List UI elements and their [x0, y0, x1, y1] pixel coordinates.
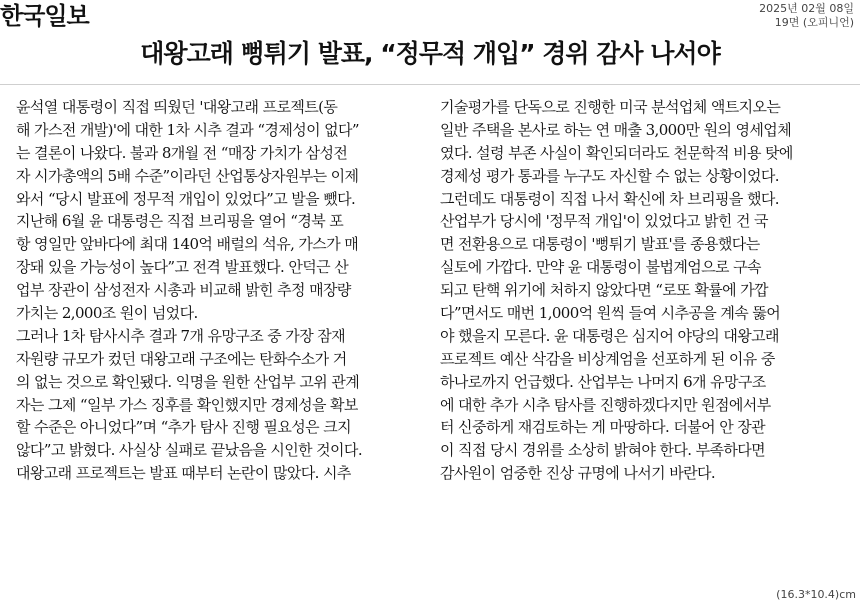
- body-line: 터 신중하게 재검토하는 게 마땅하다. 더불어 안 장관: [440, 418, 766, 437]
- body-line: 하나로까지 언급했다. 산업부는 나머지 6개 유망구조: [440, 372, 766, 391]
- body-line: 일반 주택을 본사로 하는 연 매출 3,000만 원의 영세업체: [440, 120, 792, 139]
- publication-meta: [759, 2, 854, 30]
- body-line: 기술평가를 단독으로 진행한 미국 분석업체 액트지오는: [440, 98, 781, 116]
- article-body: [0, 96, 860, 586]
- body-line: 대왕고래 프로젝트는 발표 때부터 논란이 많았다. 시추: [16, 464, 351, 483]
- body-line: 와서 “당시 발표에 정무적 개입이 있었다”고 발을 뺐다.: [16, 189, 356, 208]
- body-line: 해 가스전 개발)'에 대한 1차 시추 결과 “경제성이 없다”: [16, 120, 360, 139]
- publication-masthead: 한국일보: [0, 2, 89, 30]
- body-line: 이 직접 당시 경위를 소상히 밝혀야 한다. 부족하다면: [440, 441, 766, 460]
- body-line: 지난해 6월 윤 대통령은 직접 브리핑을 열어 “경북 포: [16, 212, 344, 231]
- body-line: 항 영일만 앞바다에 최대 140억 배럴의 석유, 가스가 매: [16, 235, 359, 254]
- body-line: 그러나 1차 탐사시추 결과 7개 유망구조 중 가장 잠재: [16, 326, 346, 345]
- body-line: 자원량 규모가 컸던 대왕고래 구조에는 탄화수소가 거: [16, 349, 347, 368]
- body-line: 의 없는 것으로 확인됐다. 익명을 원한 산업부 고위 관계: [16, 372, 360, 391]
- article-column-left: [16, 96, 428, 485]
- body-line: 에 대한 추가 시추 탐사를 진행하겠다지만 원점에서부: [440, 395, 771, 414]
- body-line: 장돼 있을 가능성이 높다”고 전격 발표했다. 안덕근 산: [16, 258, 349, 277]
- body-line: 않다”고 밝혔다. 사실상 실패로 끝났음을 시인한 것이다.: [16, 441, 362, 460]
- body-line: 는 결론이 나왔다. 불과 8개월 전 “매장 가치가 삼성전: [16, 143, 348, 162]
- body-line: 자 시가총액의 5배 수준”이라던 산업통상자원부는 이제: [16, 166, 359, 185]
- body-line: 산업부가 당시에 '정무적 개입'이 있었다고 밝힌 건 국: [440, 212, 768, 231]
- body-line: 야 했을지 모른다. 윤 대통령은 심지어 야당의 대왕고래: [440, 326, 779, 345]
- publication-date: 2025년 02월 08일: [759, 2, 854, 15]
- body-line: 윤석열 대통령이 직접 띄웠던 '대왕고래 프로젝트(동: [16, 98, 338, 116]
- body-line: 감사원이 엄중한 진상 규명에 나서기 바란다.: [440, 464, 716, 483]
- body-line: 다”면서도 매번 1,000억 원씩 들여 시추공을 계속 뚫어: [440, 304, 781, 323]
- article-column-right: [440, 96, 852, 485]
- body-line: 자는 그제 “일부 가스 징후를 확인했지만 경제성을 확보: [16, 395, 358, 414]
- body-line: 그런데도 대통령이 직접 나서 확신에 차 브리핑을 했다.: [440, 189, 779, 208]
- page-section: 19면 (오피니언): [774, 16, 854, 29]
- body-line: 경제성 평가 통과를 누구도 자신할 수 없는 상황이었다.: [440, 166, 779, 185]
- headline-divider: [0, 84, 860, 85]
- body-line: 실토에 가깝다. 만약 윤 대통령이 불법계엄으로 구속: [440, 258, 761, 277]
- body-line: 프로젝트 예산 삭감을 비상계엄을 선포하게 된 이유 중: [440, 349, 775, 368]
- body-line: 되고 탄핵 위기에 처하지 않았다면 “로또 확률에 가깝: [440, 281, 768, 300]
- body-line: 면 전환용으로 대통령이 '뻥튀기 발표'를 종용했다는: [440, 235, 760, 254]
- body-line: 였다. 설령 부존 사실이 확인되더라도 천문학적 비용 탓에: [440, 143, 793, 162]
- body-line: 업부 장관이 삼성전자 시총과 비교해 밝힌 추정 매장량: [16, 281, 351, 300]
- body-line: 할 수준은 아니었다”며 “추가 탐사 진행 필요성은 크지: [16, 418, 352, 437]
- article-headline: 대왕고래 뻥튀기 발표, “정무적 개입” 경위 감사 나서야: [140, 39, 720, 68]
- body-line: 가치는 2,000조 원이 넘었다.: [16, 304, 198, 323]
- clipping-size-note: (16.3*10.4)cm: [776, 588, 856, 601]
